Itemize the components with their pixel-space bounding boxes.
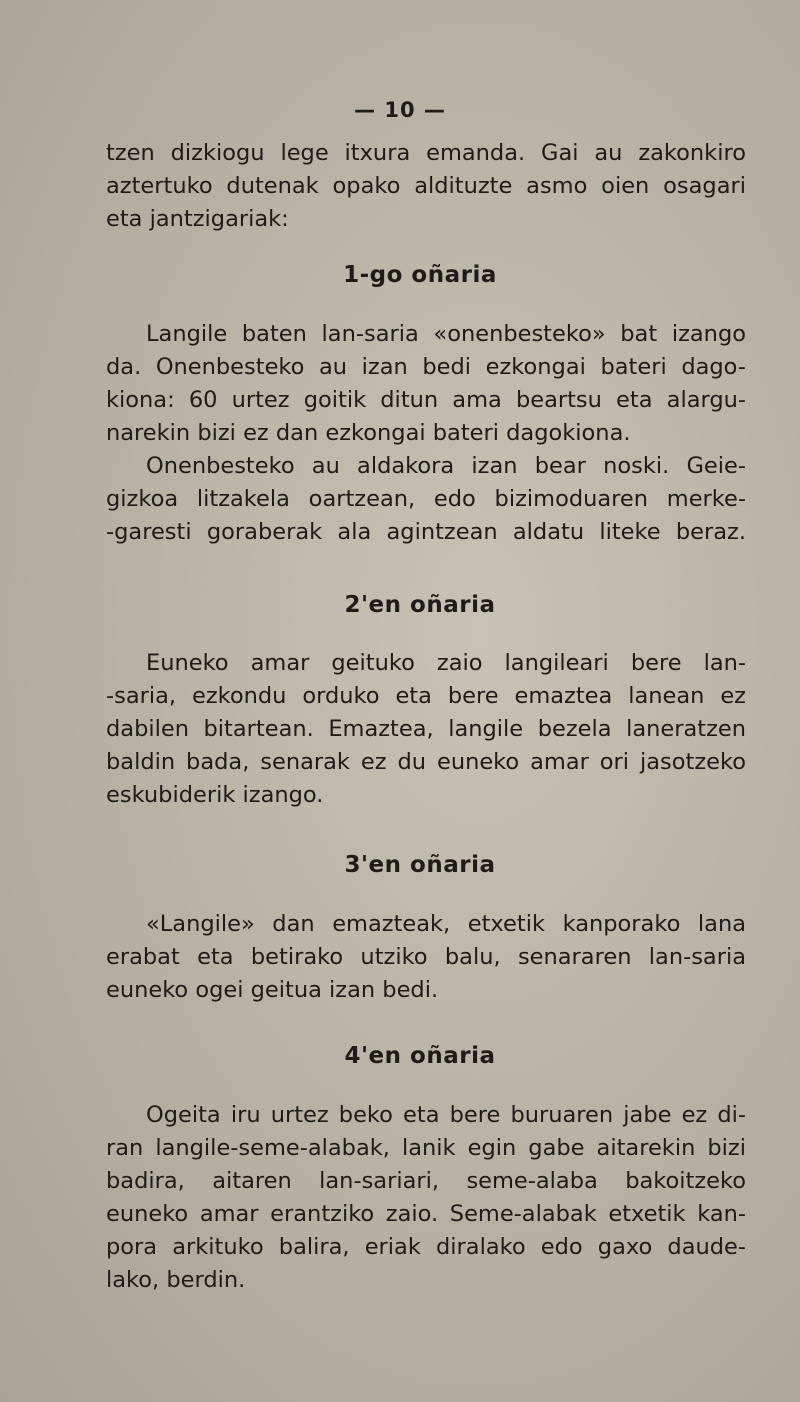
text-line: Langile baten lan-saria «onenbesteko» bat izango	[146, 321, 746, 347]
text-line: -garesti goraberak ala agintzean aldatu liteke beraz.	[106, 519, 746, 545]
section-heading-3: 3'en oñaria	[344, 852, 496, 878]
section-4-paragraph	[106, 1099, 746, 1297]
section-1-paragraph	[106, 318, 746, 549]
text-line: «Langile» dan emazteak, etxetik kanporako lana	[146, 911, 746, 937]
text-line: kiona: 60 urtez goitik ditun ama beartsu eta alargu-	[106, 387, 746, 413]
intro-paragraph	[106, 137, 746, 236]
section-heading-4: 4'en oñaria	[344, 1043, 496, 1069]
text-line: eta jantzigariak:	[106, 206, 289, 232]
text-line: badira, aitaren lan-sariari, seme-alaba bakoitzeko	[106, 1168, 746, 1194]
section-2-paragraph	[106, 647, 746, 812]
text-line: ran langile-seme-alabak, lanik egin gabe aitarekin bizi	[106, 1135, 746, 1161]
text-line: pora arkituko balira, eriak diralako edo gaxo daude-	[106, 1234, 746, 1260]
text-line: euneko ogei geitua izan bedi.	[106, 977, 439, 1003]
text-line: narekin bizi ez dan ezkongai bateri dagokiona.	[106, 420, 631, 446]
text-line: Ogeita iru urtez beko eta bere buruaren jabe ez di-	[146, 1102, 746, 1128]
text-line: erabat eta betirako utziko balu, senararen lan-saria	[106, 944, 746, 970]
text-line: gizkoa litzakela oartzean, edo bizimoduaren merke-	[106, 486, 746, 512]
text-line: lako, berdin.	[106, 1267, 246, 1293]
text-line: euneko amar erantziko zaio. Seme-alabak etxetik kan-	[106, 1201, 746, 1227]
text-line: aztertuko dutenak opako aldituzte asmo oien osagari	[106, 173, 746, 199]
text-line: eskubiderik izango.	[106, 782, 324, 808]
text-line: dabilen bitartean. Emaztea, langile bezela laneratzen	[106, 716, 746, 742]
text-line: da. Onenbesteko au izan bedi ezkongai bateri dago-	[106, 354, 746, 380]
page-number: — 10 —	[354, 98, 446, 122]
section-heading-1: 1-go oñaria	[343, 262, 497, 288]
section-3-paragraph	[106, 908, 746, 1007]
section-heading-2: 2'en oñaria	[344, 592, 496, 618]
text-line: tzen dizkiogu lege itxura emanda. Gai au zakonkiro	[106, 140, 746, 166]
text-line: baldin bada, senarak ez du euneko amar ori jasotzeko	[106, 749, 746, 775]
text-line: Euneko amar geituko zaio langileari bere lan-	[146, 650, 746, 676]
text-line: -saria, ezkondu orduko eta bere emaztea lanean ez	[106, 683, 746, 709]
text-line: Onenbesteko au aldakora izan bear noski. Geie-	[146, 453, 746, 479]
